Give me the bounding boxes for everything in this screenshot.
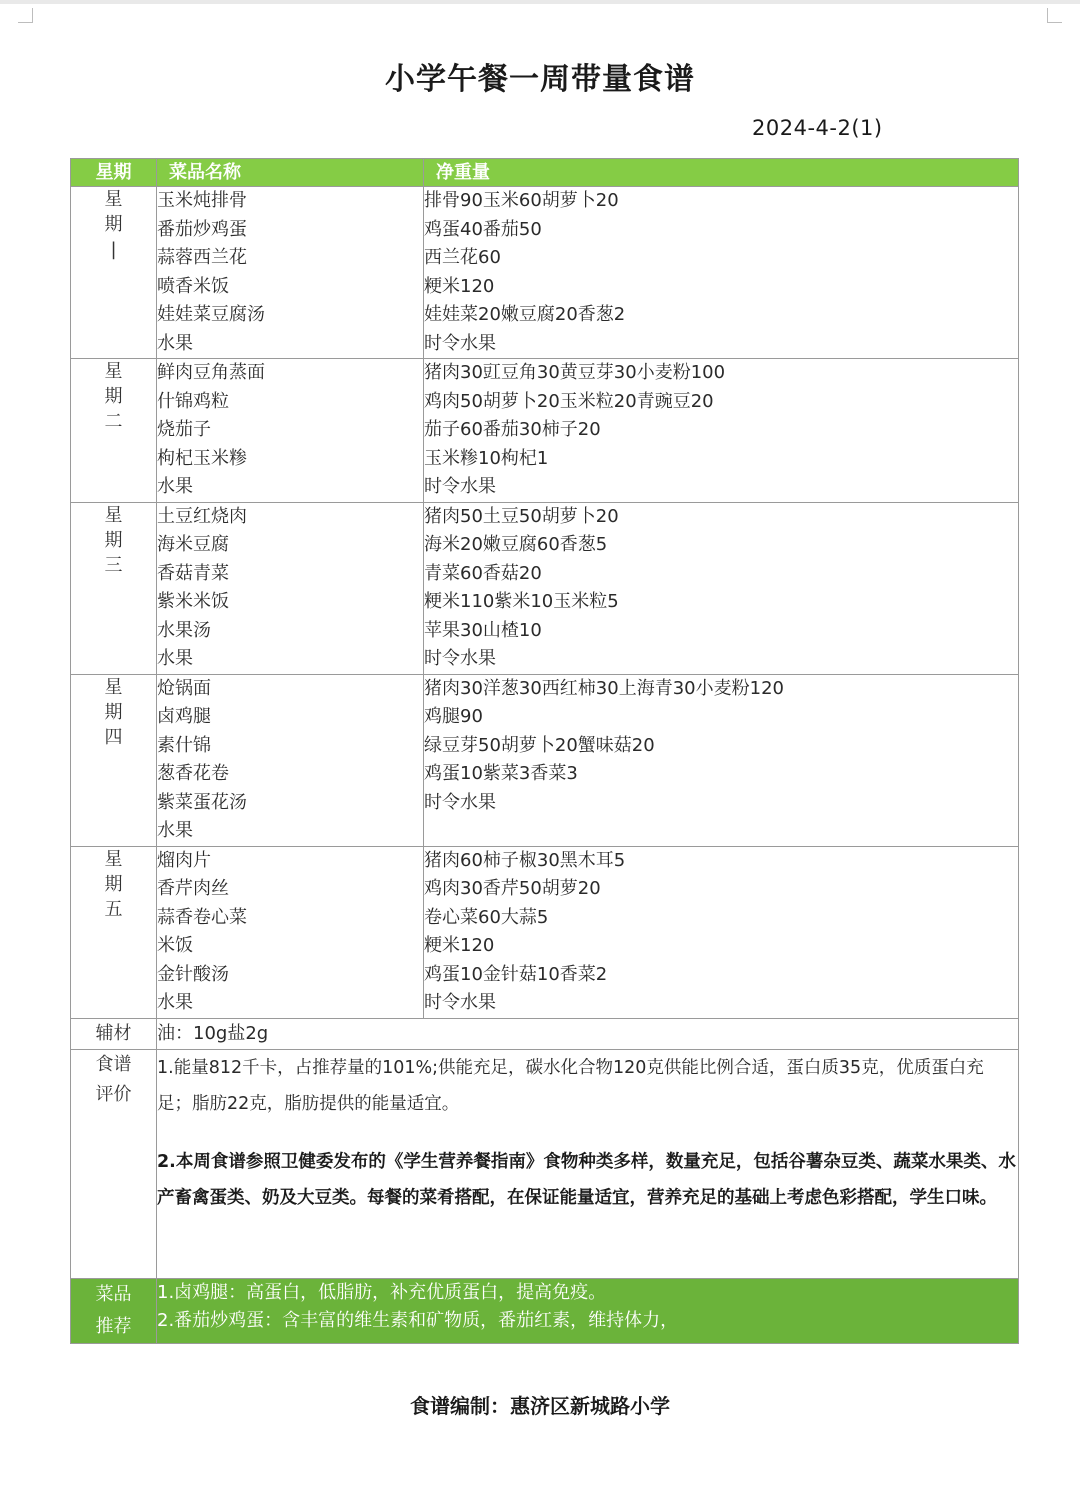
dish-item: 葱香花卷 xyxy=(157,763,229,784)
day-char: 星 xyxy=(104,504,123,526)
weight-list-tuesday xyxy=(424,359,1019,503)
weight-item: 鸡肉30香芹50胡萝20 xyxy=(424,878,601,899)
weight-item: 粳米110紫米10玉米粒5 xyxy=(424,591,619,612)
weight-item: 时令水果 xyxy=(424,332,496,354)
day-char: 五 xyxy=(104,898,123,920)
dish-item: 娃娃菜豆腐汤 xyxy=(157,304,265,325)
dish-list-friday xyxy=(157,846,424,1018)
day-char: 期 xyxy=(104,529,123,551)
label-line: 菜品 xyxy=(95,1283,132,1305)
table-row-recommend xyxy=(71,1278,1019,1343)
header-day: 星期 xyxy=(71,159,157,187)
weight-item: 绿豆芽50胡萝卜20蟹味菇20 xyxy=(424,734,655,756)
day-cell-wednesday xyxy=(71,502,157,674)
dish-item: 水果 xyxy=(157,476,193,497)
aux-value: 油：10g盐2g xyxy=(157,1018,1019,1049)
day-char: 期 xyxy=(104,214,123,235)
dish-item: 水果 xyxy=(157,992,193,1013)
weight-item: 西兰花60 xyxy=(424,247,501,268)
dish-item: 紫菜蛋花汤 xyxy=(157,791,247,813)
weight-item: 粳米120 xyxy=(424,935,495,956)
dish-item: 海米豆腐 xyxy=(157,534,229,555)
day-char: 期 xyxy=(104,386,123,407)
dish-item: 卤鸡腿 xyxy=(157,706,211,727)
dish-item: 蒜蓉西兰花 xyxy=(157,247,247,268)
dish-item: 香菇青菜 xyxy=(157,562,229,584)
weight-item: 猪肉50土豆50胡萝卜20 xyxy=(424,505,619,527)
evaluation-paragraph-1: 1.能量812千卡，占推荐量的101%;供能充足，碳水化合物120克供能比例合适，蛋白质35克，优质蛋白充足；脂肪22克，脂肪提供的能量适宜。 xyxy=(157,1057,984,1114)
evaluation-label xyxy=(71,1049,157,1278)
dish-item: 水果 xyxy=(157,648,193,669)
table-row-wednesday xyxy=(71,502,1019,674)
weight-list-monday xyxy=(424,187,1019,359)
weight-item: 粳米120 xyxy=(424,275,495,297)
weight-item: 娃娃菜20嫩豆腐20香葱2 xyxy=(424,304,626,325)
dish-item: 米饭 xyxy=(157,935,193,956)
weight-item: 鸡蛋40番茄50 xyxy=(424,218,542,240)
weight-item: 鸡肉50胡萝卜20玉米粒20青豌豆20 xyxy=(424,390,714,412)
day-cell-thursday xyxy=(71,674,157,846)
dish-list-wednesday xyxy=(157,502,424,674)
day-char: 期 xyxy=(104,873,123,895)
table-row-aux xyxy=(71,1018,1019,1049)
evaluation-text xyxy=(157,1049,1019,1278)
label-line: 推荐 xyxy=(95,1315,132,1337)
recommend-item: 2.番茄炒鸡蛋：含丰富的维生素和矿物质，番茄红素，维持体力， xyxy=(157,1309,679,1331)
weight-item: 青菜60香菇20 xyxy=(424,562,542,584)
header-dish: 菜品名称 xyxy=(157,159,424,187)
dish-item: 水果汤 xyxy=(157,619,211,641)
day-char: 星 xyxy=(104,361,123,382)
dish-item: 金针酸汤 xyxy=(157,963,229,985)
weight-item: 猪肉30洋葱30西红柿30上海青30小麦粉120 xyxy=(424,677,784,699)
weight-item: 卷心菜60大蒜5 xyxy=(424,906,549,928)
aux-label: 辅材 xyxy=(71,1018,157,1049)
dish-item: 土豆红烧肉 xyxy=(157,505,247,527)
weight-item: 排骨90玉米60胡萝卜20 xyxy=(424,190,619,211)
dish-item: 紫米米饭 xyxy=(157,591,229,612)
dish-list-thursday xyxy=(157,674,424,846)
label-line: 食谱 xyxy=(95,1053,132,1075)
weight-item: 鸡蛋10金针菇10香菜2 xyxy=(424,963,608,985)
evaluation-paragraph-2: 2.本周食谱参照卫健委发布的《学生营养餐指南》食物种类多样，数量充足，包括谷薯杂豆类、蔬菜水果类、水产畜禽蛋类、奶及大豆类。每餐的菜肴搭配，在保证能量适宜，营养充足的基础上考虑色彩搭配，学生口味。 xyxy=(157,1151,1016,1208)
dish-item: 枸杞玉米糁 xyxy=(157,447,247,469)
dish-item: 烧茄子 xyxy=(157,419,211,440)
dish-item: 炝锅面 xyxy=(157,677,211,699)
menu-date: 2024-4-2(1) xyxy=(752,116,883,140)
table-row-tuesday xyxy=(71,359,1019,503)
weight-item: 猪肉60柿子椒30黑木耳5 xyxy=(424,849,626,871)
day-char: 星 xyxy=(104,676,123,698)
dish-item: 水果 xyxy=(157,332,193,354)
weight-list-wednesday xyxy=(424,502,1019,674)
dish-item: 蒜香卷心菜 xyxy=(157,906,247,928)
day-cell-monday xyxy=(71,187,157,359)
recommend-item: 1.卤鸡腿：高蛋白，低脂肪，补充优质蛋白，提高免疫。 xyxy=(157,1281,607,1303)
dish-item: 喷香米饭 xyxy=(157,275,229,297)
day-cell-tuesday xyxy=(71,359,157,503)
recommend-list xyxy=(157,1278,1019,1343)
weight-item: 鸡蛋10紫菜3香菜3 xyxy=(424,763,578,784)
weight-item: 茄子60番茄30柿子20 xyxy=(424,419,601,440)
weight-item: 玉米糁10枸杞1 xyxy=(424,447,549,469)
dish-item: 水果 xyxy=(157,820,193,841)
day-char: | xyxy=(110,239,117,260)
day-char: 期 xyxy=(104,701,123,723)
day-cell-friday xyxy=(71,846,157,1018)
table-row-monday xyxy=(71,187,1019,359)
label-line: 评价 xyxy=(95,1083,132,1105)
weight-list-thursday xyxy=(424,674,1019,846)
dish-item: 什锦鸡粒 xyxy=(157,390,229,412)
dish-item: 香芹肉丝 xyxy=(157,878,229,899)
crop-mark-left xyxy=(18,8,33,23)
dish-list-tuesday xyxy=(157,359,424,503)
page-title: 小学午餐一周带量食谱 xyxy=(385,62,695,97)
dish-list-monday xyxy=(157,187,424,359)
header-weight: 净重量 xyxy=(424,159,1019,187)
table-row-friday xyxy=(71,846,1019,1018)
weight-item: 海米20嫩豆腐60香葱5 xyxy=(424,534,608,555)
recommend-label xyxy=(71,1278,157,1343)
dish-item: 番茄炒鸡蛋 xyxy=(157,218,247,240)
day-char: 四 xyxy=(104,726,123,748)
weight-item: 苹果30山楂10 xyxy=(424,619,542,641)
table-row-thursday xyxy=(71,674,1019,846)
dish-item: 熘肉片 xyxy=(157,849,211,871)
day-char: 星 xyxy=(104,189,123,210)
day-char: 二 xyxy=(104,411,123,432)
weight-item: 时令水果 xyxy=(424,791,496,813)
dish-item: 素什锦 xyxy=(157,734,211,756)
menu-footer: 食谱编制：惠济区新城路小学 xyxy=(410,1394,670,1418)
crop-mark-right xyxy=(1047,8,1062,23)
table-header-row xyxy=(71,159,1019,187)
table-row-evaluation xyxy=(71,1049,1019,1278)
dish-item: 鲜肉豆角蒸面 xyxy=(157,362,265,383)
day-char: 三 xyxy=(104,554,123,576)
weight-item: 时令水果 xyxy=(424,476,496,497)
weight-item: 时令水果 xyxy=(424,992,496,1013)
weight-item: 猪肉30豇豆角30黄豆芽30小麦粉100 xyxy=(424,362,726,383)
weight-item: 鸡腿90 xyxy=(424,706,483,727)
weight-item: 时令水果 xyxy=(424,648,496,669)
menu-table xyxy=(70,158,1019,1344)
top-edge xyxy=(0,0,1080,4)
weight-list-friday xyxy=(424,846,1019,1018)
day-char: 星 xyxy=(104,848,123,870)
dish-item: 玉米炖排骨 xyxy=(157,190,247,211)
